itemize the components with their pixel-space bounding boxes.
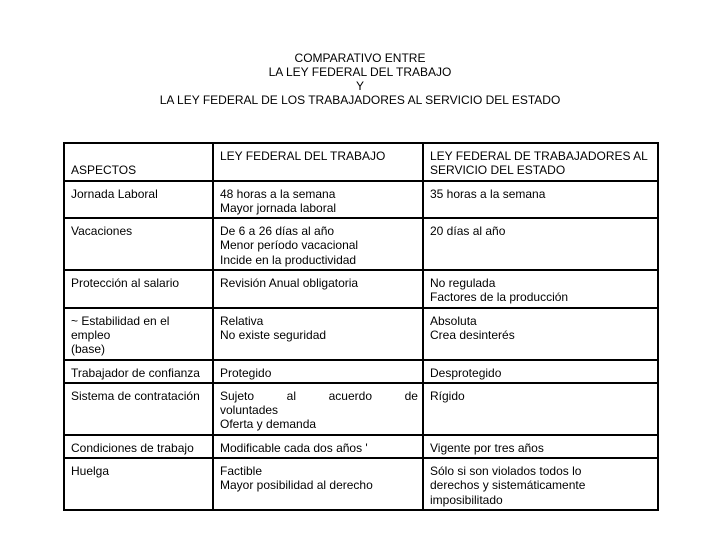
cell-line: Factores de la producción <box>430 290 569 305</box>
cell-ltse <box>423 435 658 458</box>
table-row <box>64 360 658 383</box>
cell-line: Jornada Laboral <box>71 186 158 201</box>
cell-line: 35 horas a la semana <box>430 186 546 201</box>
cell-line: Huelga <box>71 464 110 479</box>
cell-line: imposibilitado <box>430 492 503 507</box>
cell-line: Condiciones de trabajo <box>71 440 194 455</box>
cell-ltse <box>423 458 658 510</box>
cell-line: Mayor posibilidad al derecho <box>220 478 373 493</box>
cell-word: acuerdo <box>328 388 372 403</box>
cell-line: Oferta y demanda <box>220 417 317 432</box>
cell-line: Protegido <box>220 365 272 380</box>
justified-line <box>220 389 418 403</box>
cell-line: empleo <box>71 327 111 342</box>
cell-aspect <box>64 308 213 360</box>
cell-aspect <box>64 383 213 435</box>
cell-aspect <box>64 270 213 308</box>
table-header-row <box>64 143 658 181</box>
cell-line: Rígido <box>430 388 465 403</box>
cell-line: (base) <box>71 342 106 357</box>
cell-line: Trabajador de confianza <box>71 365 200 380</box>
cell-lft <box>213 435 423 458</box>
cell-line: Factible <box>220 464 263 479</box>
cell-line: 48 horas a la semana <box>220 186 336 201</box>
cell-lft <box>213 218 423 270</box>
cell-line: Crea desinterés <box>430 327 515 342</box>
cell-lft <box>213 383 423 435</box>
title-line-2: LA LEY FEDERAL DEL TRABAJO <box>268 65 452 79</box>
table-row <box>64 308 658 360</box>
cell-line: De 6 a 26 días al año <box>220 224 335 239</box>
cell-line: Sistema de contratación <box>71 388 200 403</box>
cell-aspect <box>64 360 213 383</box>
table-row <box>64 458 658 510</box>
cell-word: Sujeto <box>220 388 255 403</box>
cell-line: Relativa <box>220 313 264 328</box>
cell-line: Vigente por tres años <box>430 440 544 455</box>
cell-ltse <box>423 181 658 219</box>
cell-lft <box>213 360 423 383</box>
table-row <box>64 270 658 308</box>
table-row <box>64 181 658 219</box>
cell-ltse <box>423 270 658 308</box>
cell-word: al <box>286 388 296 403</box>
cell-line: Mayor jornada laboral <box>220 200 337 215</box>
header-aspectos <box>64 143 213 181</box>
cell-ltse <box>423 308 658 360</box>
cell-line: derechos y sistemáticamente <box>430 478 586 493</box>
cell-line: Protección al salario <box>71 276 180 291</box>
cell-lft <box>213 308 423 360</box>
header-aspectos-text: ASPECTOS <box>71 163 137 178</box>
cell-lft <box>213 181 423 219</box>
cell-aspect <box>64 435 213 458</box>
table-row <box>64 435 658 458</box>
title-line-4: LA LEY FEDERAL DE LOS TRABAJADORES AL SERVICIO DEL ESTADO <box>159 93 561 107</box>
comparison-table <box>63 142 659 511</box>
header-ltse-line: LEY FEDERAL DE TRABAJADORES AL <box>430 149 648 163</box>
cell-line: Modificable cada dos años ' <box>220 440 368 455</box>
cell-ltse <box>423 218 658 270</box>
cell-line: No regulada <box>430 276 496 291</box>
cell-line: Vacaciones <box>71 224 133 239</box>
cell-line: 20 días al año <box>430 224 506 239</box>
cell-line: Incide en la productividad <box>220 252 357 267</box>
cell-ltse <box>423 360 658 383</box>
header-lft <box>213 143 423 181</box>
table-row <box>64 218 658 270</box>
cell-lft <box>213 270 423 308</box>
cell-line: Desprotegido <box>430 365 502 380</box>
title-line-1: COMPARATIVO ENTRE <box>294 51 426 65</box>
cell-line: Absoluta <box>430 313 477 328</box>
cell-word: de <box>404 388 418 403</box>
cell-line: No existe seguridad <box>220 327 327 342</box>
title-line-3: Y <box>355 79 364 93</box>
header-ltse <box>423 143 658 181</box>
cell-lft <box>213 458 423 510</box>
header-ltse-line: SERVICIO DEL ESTADO <box>430 163 566 178</box>
cell-line: Revisión Anual obligatoria <box>220 276 359 291</box>
header-lft-line: LEY FEDERAL DEL TRABAJO <box>220 149 386 163</box>
cell-line: ~ Estabilidad en el <box>71 313 170 328</box>
cell-line: voluntades <box>220 403 279 418</box>
cell-aspect <box>64 218 213 270</box>
cell-aspect <box>64 458 213 510</box>
cell-aspect <box>64 181 213 219</box>
cell-ltse <box>423 383 658 435</box>
cell-line: Menor período vacacional <box>220 238 359 253</box>
cell-line: Sólo si son violados todos lo <box>430 464 582 479</box>
document-title <box>0 51 720 107</box>
table-row <box>64 383 658 435</box>
